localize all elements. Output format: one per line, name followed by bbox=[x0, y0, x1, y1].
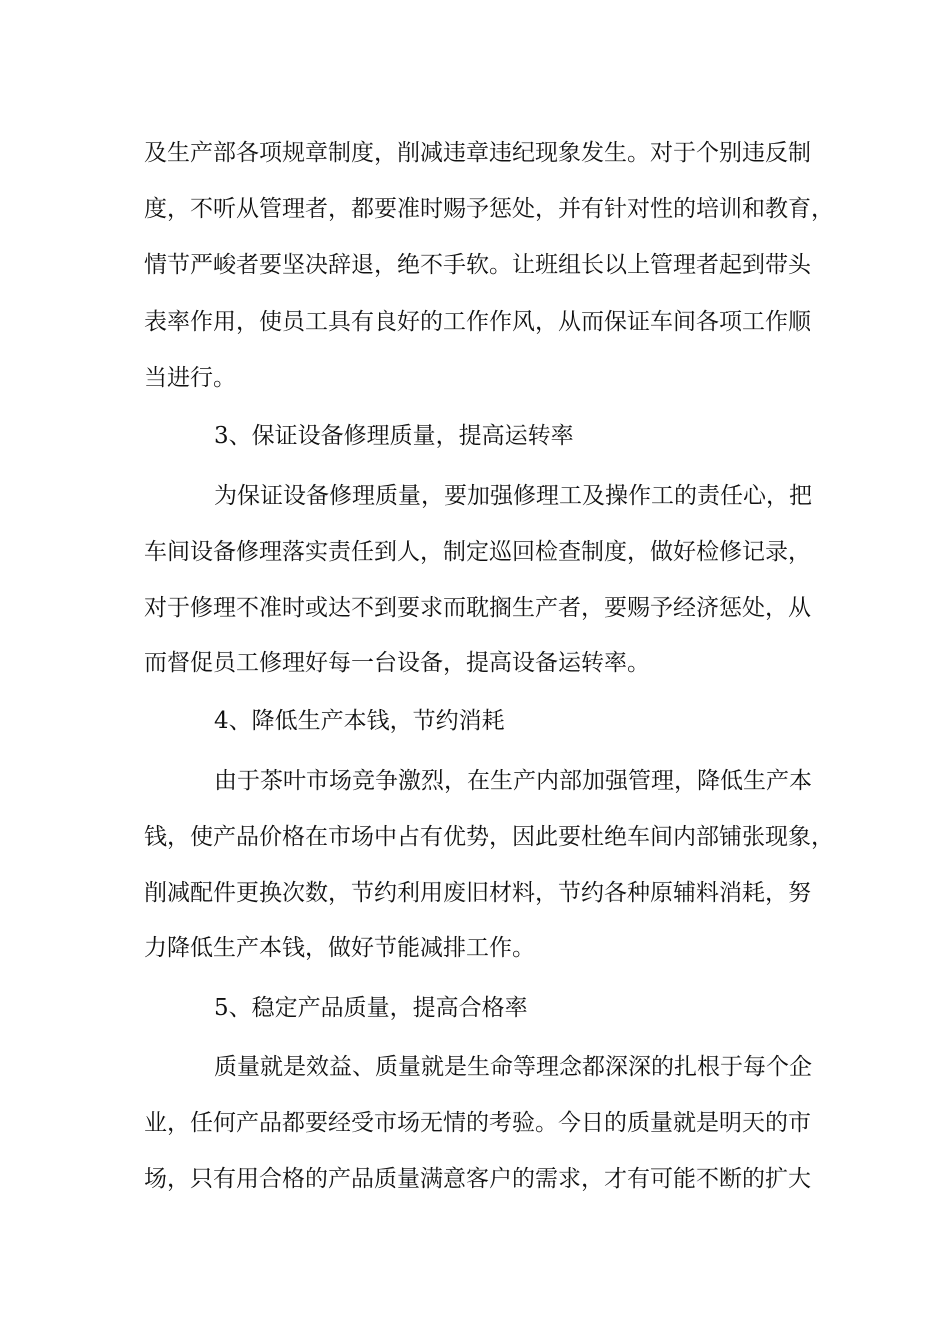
section-heading-5: 5、稳定产品质量，提高合格率 bbox=[214, 995, 528, 1021]
body-text-line: 对于修理不准时或达不到要求而耽搁生产者，要赐予经济惩处，从 bbox=[144, 595, 811, 621]
body-text-line: 情节严峻者要坚决辞退，绝不手软。让班组长以上管理者起到带头 bbox=[144, 252, 811, 278]
section-heading-4: 4、降低生产本钱，节约消耗 bbox=[214, 708, 505, 734]
body-text-line: 及生产部各项规章制度，削减违章违纪现象发生。对于个别违反制 bbox=[144, 140, 811, 166]
body-text-line: 而督促员工修理好每一台设备，提高设备运转率。 bbox=[144, 650, 650, 676]
body-text-line: 场，只有用合格的产品质量满意客户的需求，才有可能不断的扩大 bbox=[144, 1166, 811, 1192]
body-text-line: 钱，使产品价格在市场中占有优势，因此要杜绝车间内部铺张现象， bbox=[144, 824, 834, 850]
paragraph-first-line: 由于茶叶市场竞争激烈，在生产内部加强管理，降低生产本 bbox=[214, 768, 812, 794]
paragraph-first-line: 为保证设备修理质量，要加强修理工及操作工的责任心，把 bbox=[214, 483, 812, 509]
body-text-line: 表率作用，使员工具有良好的工作作风，从而保证车间各项工作顺 bbox=[144, 309, 811, 335]
paragraph-first-line: 质量就是效益、质量就是生命等理念都深深的扎根于每个企 bbox=[214, 1054, 812, 1080]
body-text-line: 当进行。 bbox=[144, 365, 236, 391]
body-text-line: 度，不听从管理者，都要准时赐予惩处，并有针对性的培训和教育， bbox=[144, 196, 834, 222]
body-text-line: 业，任何产品都要经受市场无情的考验。今日的质量就是明天的市 bbox=[144, 1110, 811, 1136]
body-text-line: 车间设备修理落实责任到人，制定巡回检查制度，做好检修记录， bbox=[144, 539, 811, 565]
body-text-line: 削减配件更换次数，节约利用废旧材料，节约各种原辅料消耗，努 bbox=[144, 880, 811, 906]
section-heading-3: 3、保证设备修理质量，提高运转率 bbox=[214, 423, 574, 449]
body-text-line: 力降低生产本钱，做好节能减排工作。 bbox=[144, 935, 535, 961]
